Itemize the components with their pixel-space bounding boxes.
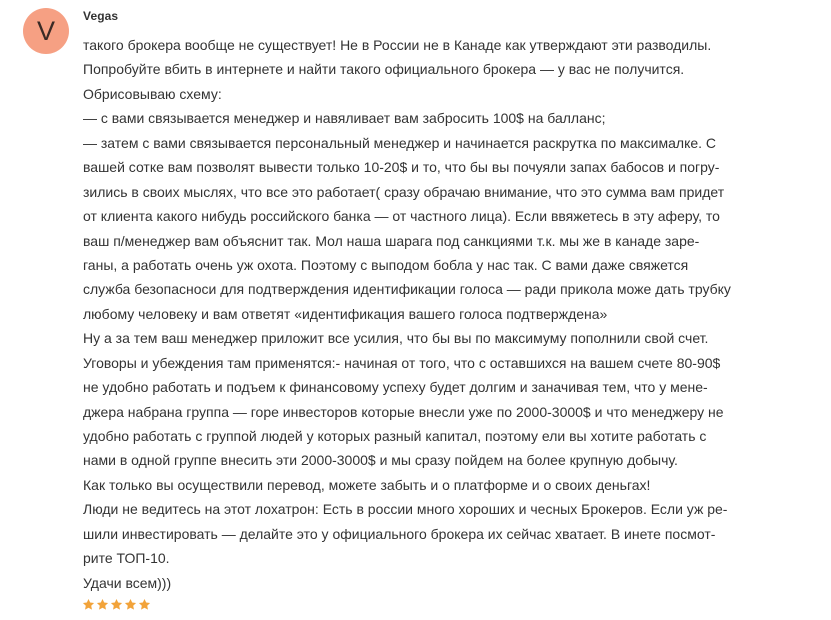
review-text-line: любому человеку и вам ответят «идентификация вашего голоса подтверждена» <box>83 305 608 322</box>
review-text <box>83 33 823 595</box>
avatar-letter: V <box>36 16 55 46</box>
review-text-line: Обрисовываю схему: <box>83 85 222 102</box>
review-text-line: нами в одной группе внесить эти 2000-3000$ и мы сразу пойдем на более крупную добычу. <box>83 452 678 469</box>
review-text-line: ганы, а работать очень уж охота. Поэтому с выподом бобла у нас так. С вами даже свяжется <box>83 256 689 273</box>
star-icon <box>124 598 137 611</box>
review-text-line: Попробуйте вбить в интернете и найти такого официального брокера — у вас не получится. <box>83 61 685 78</box>
review-text-line: — с вами связывается менеджер и навяливает вам забросить 100$ на балланс; <box>83 110 606 127</box>
review-text-line: не удобно работать и подъем к финансовому успеху будет долгим и заначивая тем, что у мене- <box>83 379 708 396</box>
star-icon <box>82 598 95 611</box>
review-text-line: служба безопасноси для подтверждения идентификации голоса — ради прикола може дать трубку <box>83 281 731 298</box>
review-text-line: — затем с вами связывается персональный менеджер и начинается раскрутка по максималке. С <box>83 134 717 151</box>
review-text-line: рите ТОП-10. <box>83 550 170 567</box>
review-text-line: удобно работать с группой людей у которых разный капитал, поэтому ели вы хотите работать с <box>83 428 707 444</box>
star-icon <box>96 598 109 611</box>
avatar <box>23 8 69 54</box>
review-text-line: Ну а за тем ваш менеджер приложит все усилия, что бы вы по максимуму пополнили свой счет. <box>83 330 709 347</box>
review-text-line: такого брокера вообще не существует! Не в России не в Канаде как утверждают эти разводилы. <box>83 37 712 53</box>
star-icon <box>110 598 123 611</box>
review-text-line: Как только вы осуществили перевод, можете забыть и о платформе и о своих деньгах! <box>83 476 651 493</box>
review-text-line: шили инвестировать — делайте это у официального брокера их сейчас хватает. В инете посмот- <box>83 525 716 542</box>
review-text-line: джера набрана группа — горе инвесторов которые внесли уже по 2000-3000$ и что менеджеру не <box>83 403 724 420</box>
review-text-line: Удачи всем))) <box>83 574 172 591</box>
author-name: Vegas <box>83 9 119 23</box>
rating-stars <box>82 598 151 611</box>
review-text-line: ваш п/менеджер вам объяснит так. Мол наша шарага под санкциями т.к. мы же в канаде заре- <box>83 232 700 249</box>
review-text-line: Люди не ведитесь на этот лохатрон: Есть в россии много хороших и чесных Брокеров. Если уж ре- <box>83 501 728 518</box>
review-text-line: вашей сотке вам позволят вывести только 10-20$ и то, что бы вы почуяли запах бабосов и погру- <box>83 159 720 176</box>
review-text-line: от клиента какого нибудь российского банка — от частного лица). Если ввяжетесь в эту аферу, то <box>83 208 720 225</box>
review-text-line: зились в своих мыслях, что все это работает( сразу обрачаю внимание, что это сумма вам придет <box>83 183 725 200</box>
review-text-line: Уговоры и убеждения там применятся:- начиная от того, что с оставшихся на вашем счете 80-90$ <box>83 354 721 371</box>
star-icon <box>138 598 151 611</box>
